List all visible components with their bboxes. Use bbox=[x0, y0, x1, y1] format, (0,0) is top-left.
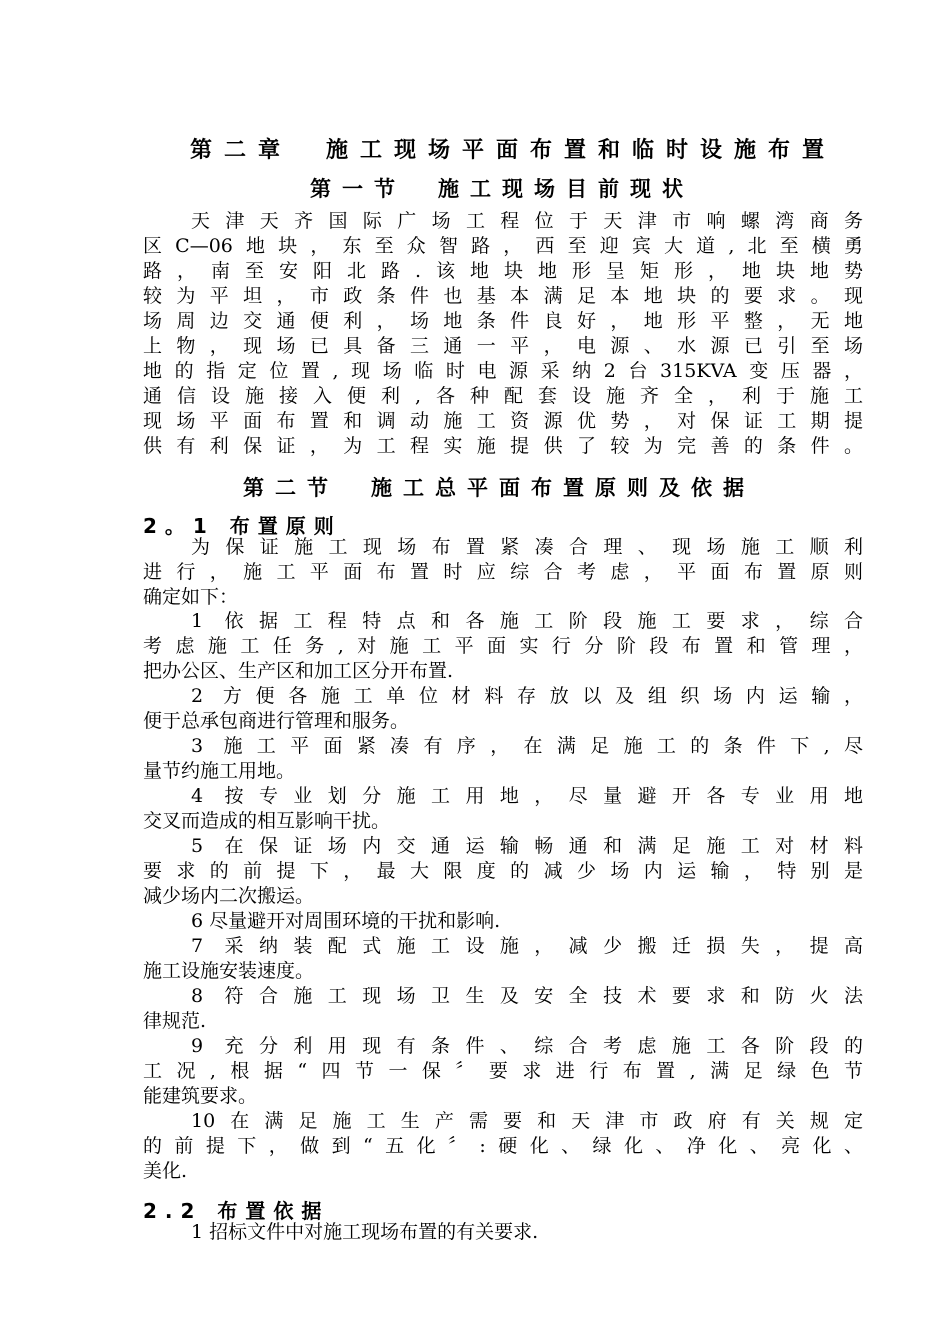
paragraph-line: 能建筑要求。 bbox=[143, 1085, 258, 1107]
paragraph-line: 考虑施工任务,对施工平面实行分阶段布置和管理， bbox=[143, 635, 863, 657]
list-item: 9 充分利用现有条件、综合考虑施工各阶段的 bbox=[191, 1035, 863, 1057]
paragraph-line: 较为平坦，市政条件也基本满足本地块的要求。现 bbox=[143, 285, 863, 307]
section-1-title: 第一节 施工现场目前现状 bbox=[310, 177, 694, 201]
paragraph-line: 上物，现场已具备三通一平，电源、水源已引至场 bbox=[143, 335, 863, 357]
paragraph-line: 美化. bbox=[143, 1160, 188, 1182]
paragraph-line: 交叉而造成的相互影响干扰。 bbox=[143, 810, 391, 832]
paragraph-line: 为保证施工现场布置紧凑合理、现场施工顺利 bbox=[191, 536, 863, 558]
list-item: 1 依据工程特点和各施工阶段施工要求，综合 bbox=[191, 610, 863, 632]
list-item: 1 招标文件中对施工现场布置的有关要求. bbox=[191, 1221, 539, 1243]
paragraph-line: 现场平面布置和调动施工资源优势，对保证工期提 bbox=[143, 410, 863, 432]
paragraph-line: 路，南至安阳北路.该地块地形呈矩形，地块地势 bbox=[143, 260, 863, 282]
paragraph-line: 场周边交通便利，场地条件良好，地形平整，无地 bbox=[143, 310, 863, 332]
paragraph-line: 把办公区、生产区和加工区分开布置. bbox=[143, 660, 454, 682]
paragraph-line: 天津天齐国际广场工程位于天津市响螺湾商务 bbox=[191, 210, 863, 232]
paragraph-line: 要求的前提下，最大限度的减少场内运输，特别是 bbox=[143, 860, 863, 882]
list-item: 3 施工平面紧凑有序，在满足施工的条件下,尽 bbox=[191, 735, 863, 757]
chapter-title: 第二章 施工现场平面布置和临时设施布置 bbox=[190, 138, 837, 163]
list-item: 6 尽量避开对周围环境的干扰和影响. bbox=[191, 910, 501, 932]
list-item: 8 符合施工现场卫生及安全技术要求和防火法 bbox=[191, 985, 863, 1007]
paragraph-line: 确定如下： bbox=[143, 586, 239, 608]
list-item: 5 在保证场内交通运输畅通和满足施工对材料 bbox=[191, 835, 863, 857]
paragraph-line: 量节约施工用地。 bbox=[143, 760, 296, 782]
paragraph-line: 工况,根据“四节一保〞要求进行布置,满足绿色节 bbox=[143, 1060, 863, 1082]
paragraph-line: 区C—06地块，东至众智路，西至迎宾大道,北至横勇 bbox=[143, 235, 863, 257]
paragraph-line: 供有利保证，为工程实施提供了较为完善的条件。 bbox=[143, 435, 863, 457]
paragraph-line: 进行，施工平面布置时应综合考虑，平面布置原则 bbox=[143, 561, 863, 583]
paragraph-line: 地的指定位置,现场临时电源采纳2台315KVA变压器， bbox=[143, 360, 863, 382]
paragraph-line: 便于总承包商进行管理和服务。 bbox=[143, 710, 410, 732]
paragraph-line: 施工设施安装速度。 bbox=[143, 960, 315, 982]
list-item: 2 方便各施工单位材料存放以及组织场内运输， bbox=[191, 685, 863, 707]
paragraph-line: 的前提下，做到“五化〞:硬化、绿化、净化、亮化、 bbox=[143, 1135, 863, 1157]
list-item: 10在满足施工生产需要和天津市政府有关规定 bbox=[191, 1110, 863, 1132]
paragraph-line: 减少场内二次搬运。 bbox=[143, 885, 315, 907]
subsection-2-1-title: 2。1 布置原则 bbox=[143, 514, 342, 538]
paragraph-line: 通信设施接入便利,各种配套设施齐全，利于施工 bbox=[143, 385, 863, 407]
paragraph-line: 律规范. bbox=[143, 1010, 207, 1032]
list-item: 4 按专业划分施工用地，尽量避开各专业用地 bbox=[191, 785, 863, 807]
list-item: 7 采纳装配式施工设施，减少搬迁损失，提高 bbox=[191, 935, 863, 957]
section-2-title: 第二节 施工总平面布置原则及依据 bbox=[243, 476, 755, 500]
subsection-2-2-title: 2.2 布置依据 bbox=[143, 1199, 330, 1223]
